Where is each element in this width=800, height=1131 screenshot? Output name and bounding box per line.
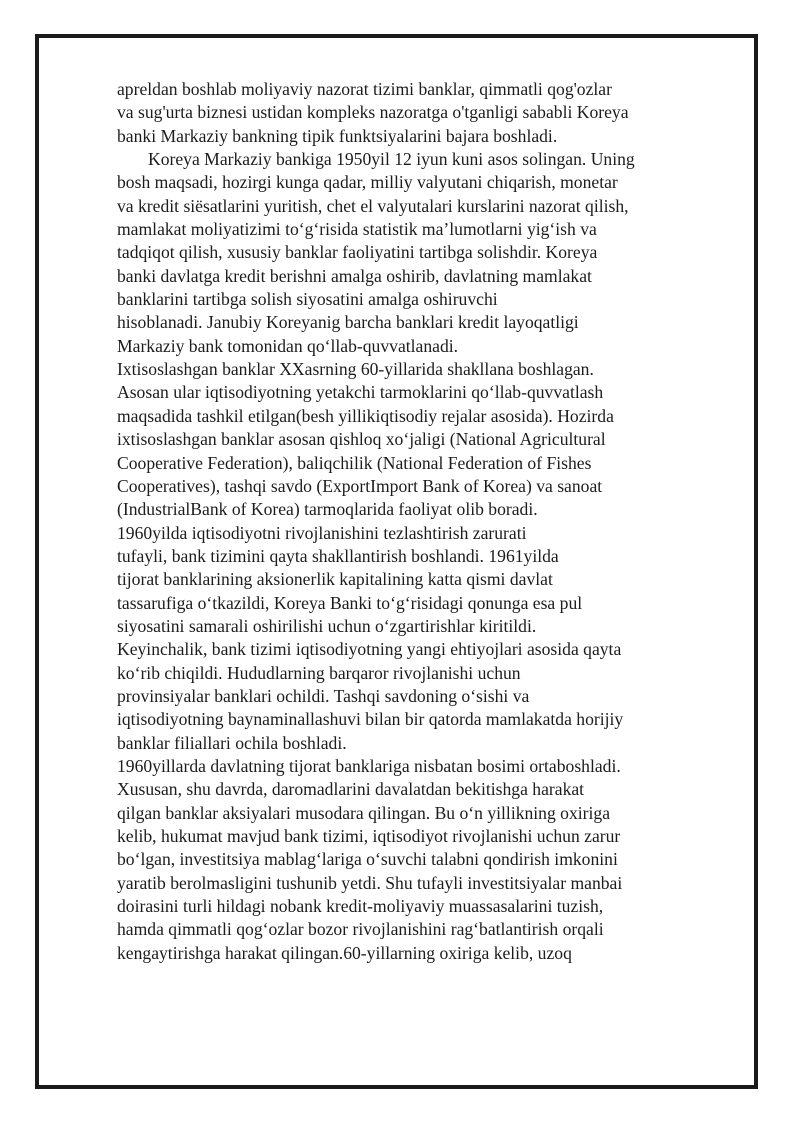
text-line: doirasini turli hildagi nobank kredit-moliyaviy muassasalarini tuzish, bbox=[117, 896, 604, 917]
text-line: apreldan boshlab moliyaviy nazorat tizimi banklar, qimmatli qog'ozlar bbox=[117, 79, 612, 99]
document-body bbox=[117, 78, 739, 965]
text-line: siyosatini samarali oshirilishi uchun o‘zgartirishlar kiritildi. bbox=[117, 615, 537, 636]
text-line: 1960yillarda davlatning tijorat banklariga nisbatan bosimi ortaboshladi. bbox=[117, 755, 621, 776]
text-line: Markaziy bank tomonidan qo‘llab-quvvatlanadi. bbox=[117, 335, 459, 356]
text-line: banklarini tartibga solish siyosatini amalga oshiruvchi bbox=[117, 289, 498, 310]
text-line: yaratib berolmasligini tushunib yetdi. Shu tufayli investitsiyalar manbai bbox=[117, 872, 623, 893]
text-line: maqsadida tashkil etilgan(besh yillikiqtisodiy rejalar asosida). Hozirda bbox=[117, 405, 614, 426]
text-line: Asosan ular iqtisodiyotning yetakchi tarmoklarini qo‘llab-quvvatlash bbox=[117, 382, 604, 403]
text-line: banklar filiallari ochila boshladi. bbox=[117, 732, 347, 753]
text-line: 1960yilda iqtisodiyotni rivojlanishini tezlashtirish zarurati bbox=[117, 522, 527, 543]
text-line: ko‘rib chiqildi. Hududlarning barqaror rivojlanishi uchun bbox=[117, 662, 521, 683]
text-line: (IndustrialBank of Korea) tarmoqlarida faoliyat olib boradi. bbox=[117, 499, 538, 520]
text-line: banki davlatga kredit berishni amalga oshirib, davlatning mamlakat bbox=[117, 265, 592, 286]
text-line: iqtisodiyotning baynaminallashuvi bilan bir qatorda mamlakatda horijiy bbox=[117, 709, 624, 730]
text-line: va kredit siёsatlarini yuritish, chet el valyutalari kurslarini nazorat qilish, bbox=[117, 195, 629, 216]
text-line: tijorat banklarining aksionerlik kapitalining katta qismi davlat bbox=[117, 569, 553, 590]
text-line: Xususan, shu davrda, daromadlarini davalatdan bekitishga harakat bbox=[117, 779, 585, 800]
text-line: provinsiyalar banklari ochildi. Tashqi savdoning o‘sishi va bbox=[117, 685, 530, 706]
text-line: bo‘lgan, investitsiya mablag‘lariga o‘suvchi talabni qondirish imkonini bbox=[117, 849, 618, 870]
text-line: kelib, hukumat mavjud bank tizimi, iqtisodiyot rivojlanishi uchun zarur bbox=[117, 826, 621, 846]
text-line: qilgan banklar aksiyalari musodara qilingan. Bu o‘n yillikning oxiriga bbox=[117, 802, 611, 823]
text-line: Keyinchalik, bank tizimi iqtisodiyotning yangi ehtiyojlari asosida qayta bbox=[117, 639, 622, 660]
text-line: ixtisoslashgan banklar asosan qishloq xo‘jaligi (National Agricultural bbox=[117, 429, 606, 450]
text-line: tadqiqot qilish, xususiy banklar faoliyatini tartibga solishdir. Koreya bbox=[117, 242, 598, 263]
text-line: banki Markaziy bankning tipik funktsiyalarini bajara boshladi. bbox=[117, 125, 558, 146]
text-line: kengaytirishga harakat qilingan.60-yillarning oxiriga kelib, uzoq bbox=[117, 942, 572, 963]
text-line: Cooperative Federation), baliqchilik (National Federation of Fishes bbox=[117, 452, 592, 473]
text-line: bosh maqsadi, hozirgi kunga qadar, milliy valyutani chiqarish, monetar bbox=[117, 172, 618, 193]
text-line: tassarufiga o‘tkazildi, Koreya Banki to‘g‘risidagi qonunga esa pul bbox=[117, 592, 583, 613]
text-line: hamda qimmatli qog‘ozlar bozor rivojlanishini rag‘batlantirish orqali bbox=[117, 919, 604, 940]
text-line: va sug'urta biznesi ustidan kompleks nazoratga o'tganligi sababli Koreya bbox=[117, 102, 629, 123]
text-line: Cooperatives), tashqi savdo (ExportImport Bank of Korea) va sanoat bbox=[117, 475, 603, 496]
text-line: hisoblanadi. Janubiy Koreyanig barcha banklari kredit layoqatligi bbox=[117, 312, 579, 333]
text-line: Koreya Markaziy bankiga 1950yil 12 iyun kuni asos solingan. Uning bbox=[148, 149, 635, 170]
text-line: mamlakat moliyatizimi to‘g‘risida statistik ma’lumotlarni yig‘ish va bbox=[117, 219, 597, 240]
text-line: Ixtisoslashgan banklar XXasrning 60-yillarida shakllana boshlagan. bbox=[117, 359, 594, 380]
text-line: tufayli, bank tizimini qayta shakllantirish boshlandi. 1961yilda bbox=[117, 545, 559, 566]
